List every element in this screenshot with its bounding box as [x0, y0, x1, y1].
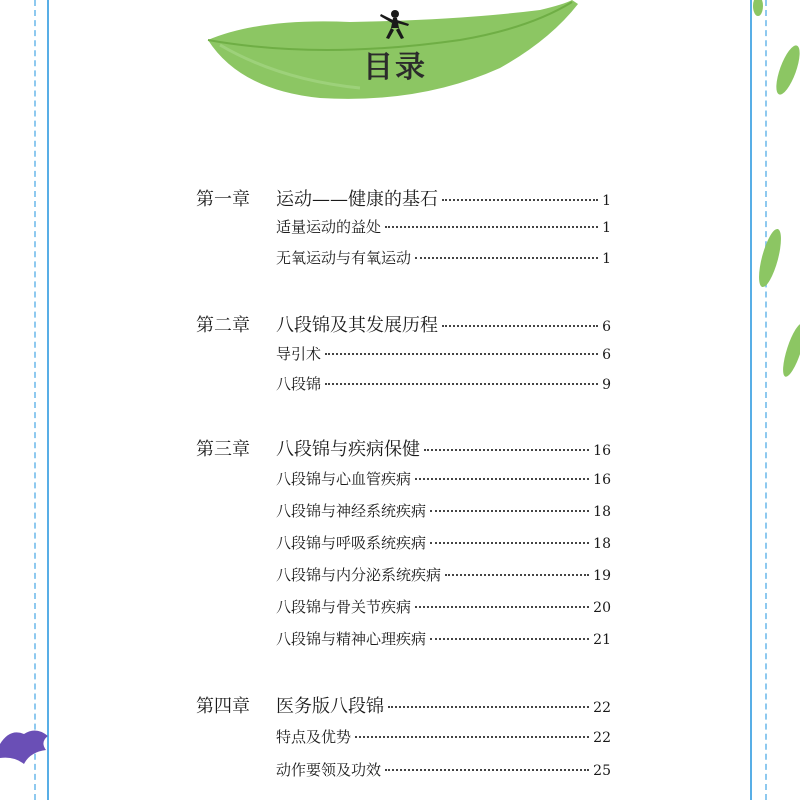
section-title: 适量运动的益处: [276, 218, 382, 236]
toc-section[interactable]: [276, 216, 611, 237]
section-title: 八段锦与内分泌系统疾病: [276, 566, 442, 584]
toc-section[interactable]: [276, 373, 611, 394]
section-title: 八段锦与精神心理疾病: [276, 630, 427, 648]
dot-leader: [424, 449, 589, 451]
toc-chapter[interactable]: [196, 435, 611, 461]
section-title: 动作要领及功效: [276, 761, 382, 779]
dot-leader: [430, 542, 589, 544]
dot-leader: [385, 226, 598, 228]
page-number: 19: [593, 568, 611, 584]
toc-section[interactable]: [276, 564, 611, 585]
dot-leader: [415, 478, 589, 480]
dot-leader: [430, 638, 589, 640]
page-number: 21: [593, 632, 611, 648]
chapter-title: 八段锦及其发展历程: [276, 315, 438, 336]
chapter-title: 运动——健康的基石: [276, 189, 438, 210]
section-title: 八段锦与神经系统疾病: [276, 502, 427, 520]
page-number: 1: [602, 251, 611, 267]
toc-section[interactable]: [276, 468, 611, 489]
section-title: 八段锦与骨关节疾病: [276, 598, 412, 616]
toc-section[interactable]: [276, 247, 611, 268]
section-title: 导引术: [276, 345, 322, 363]
page-number: 18: [593, 504, 611, 520]
page-title: 目录: [363, 50, 427, 85]
section-title: 无氧运动与有氧运动: [276, 249, 412, 267]
dot-leader: [385, 769, 589, 771]
dot-leader: [442, 325, 598, 327]
dot-leader: [415, 606, 589, 608]
chapter-number: 第三章: [196, 439, 250, 460]
section-title: 八段锦与心血管疾病: [276, 470, 412, 488]
dot-leader: [325, 383, 598, 385]
toc-section[interactable]: [276, 532, 611, 553]
dot-leader: [430, 510, 589, 512]
section-title: 八段锦: [276, 375, 322, 393]
chapter-title: 医务版八段锦: [276, 696, 384, 717]
toc-section[interactable]: [276, 343, 611, 364]
page-number: 20: [593, 600, 611, 616]
page-number: 25: [593, 763, 611, 779]
section-title: 特点及优势: [276, 728, 352, 746]
page-number: 18: [593, 536, 611, 552]
chapter-number: 第一章: [196, 189, 250, 210]
page-number: 16: [593, 443, 611, 459]
page-number: 1: [602, 220, 611, 236]
dot-leader: [445, 574, 589, 576]
chapter-number: 第二章: [196, 315, 250, 336]
dot-leader: [355, 736, 589, 738]
chapter-number: 第四章: [196, 696, 250, 717]
dot-leader: [388, 706, 589, 708]
toc-section[interactable]: [276, 628, 611, 649]
dot-leader: [415, 257, 598, 259]
toc-chapter[interactable]: [196, 692, 611, 718]
page-number: 9: [602, 377, 611, 393]
chapter-title: 八段锦与疾病保健: [276, 439, 420, 460]
toc-section[interactable]: [276, 500, 611, 521]
page-number: 22: [593, 700, 611, 716]
page-number: 6: [602, 347, 611, 363]
page-number: 1: [602, 193, 611, 209]
section-title: 八段锦与呼吸系统疾病: [276, 534, 427, 552]
dot-leader: [325, 353, 598, 355]
page-number: 6: [602, 319, 611, 335]
dot-leader: [442, 199, 598, 201]
toc-section[interactable]: [276, 726, 611, 747]
page-number: 16: [593, 472, 611, 488]
toc-chapter[interactable]: [196, 185, 611, 211]
page-number: 22: [593, 730, 611, 746]
toc-section[interactable]: [276, 759, 611, 780]
toc-chapter[interactable]: [196, 311, 611, 337]
toc-section[interactable]: [276, 596, 611, 617]
